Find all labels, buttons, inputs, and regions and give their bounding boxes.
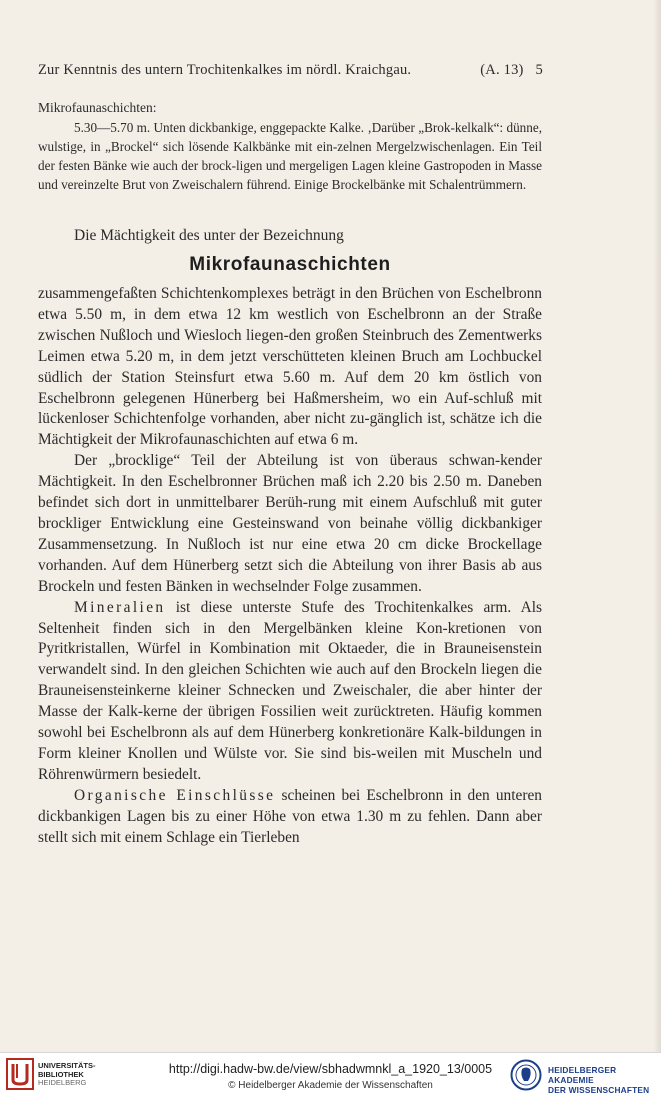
- paragraph-3-text: ist diese unterste Stufe des Trochitenkalkes arm. Als Seltenheit finden sich in den Mergelbänken kleine Kon-kretionen von Pyritkristallen, Würfel in Kombination mit Oktaeder, die in Brauneisenstein verwandelt sind. In den gleichen Schichten wie auch auf den Brockeln liegen die Brauneisensteinkerne kleiner Schnecken und Zweischaler, die aber hinter der Masse der Kalk-kerne der übrigen Fossilien weit zurücktreten. Häufig kommen sowohl bei Eschelbronn als auf dem Hünerberg konkretionäre Kalk-bildungen in Form kleiner Knollen und Wülste vor. Sie sind bis-weilen mit Muscheln und Röhrenwürmern besiedelt.: [38, 598, 542, 783]
- paragraph-2: Der „brocklige“ Teil der Abteilung ist von überaus schwan-kender Mächtigkeit. In den Eschelbronner Brüchen maß ich 2.20 bis 2.50 m. Daneben befindet sich dort in unmittelbarer Berüh-rung mit einem Aufschluß mit guter brockliger Entwicklung eine Gesteinswand von beinahe völlig dickbankiger Zusammensetzung. In Nußloch ist nur eine etwa 20 cm dicke Brockellage vorhanden. Auf dem Hünerberg setzt sich die Abteilung von ihrer Basis ab aus Brockeln und festen Bänken in wechselnder Folge zusammen.: [38, 452, 542, 595]
- intro-line: Die Mächtigkeit des unter der Bezeichnung: [74, 227, 344, 244]
- copyright-notice: © Heidelberger Akademie der Wissenschaften: [228, 1080, 433, 1091]
- spaced-term-mineralien: Mineralien: [74, 598, 166, 616]
- library-name-line-1: UNIVERSITÄTS-: [38, 1061, 96, 1070]
- academy-name-line-2: DER WISSENSCHAFTEN: [548, 1085, 650, 1095]
- page-edge-shadow: [653, 0, 661, 1052]
- spaced-term-organische-einschluesse: Organische Einschlüsse: [74, 786, 276, 804]
- page-number: 5: [535, 62, 543, 78]
- academy-seal-icon[interactable]: [510, 1059, 542, 1091]
- running-title: Zur Kenntnis des untern Trochitenkalkes im nördl. Kraichgau.: [38, 62, 412, 78]
- running-ref-and-page: [480, 62, 543, 79]
- section-reference: (A. 13): [480, 62, 524, 78]
- paragraph-3: [38, 598, 542, 786]
- paragraph-4: [38, 786, 542, 849]
- library-name-line-3: HEIDELBERG: [38, 1078, 87, 1087]
- academy-name-line-1: HEIDELBERGER AKADEMIE: [548, 1065, 617, 1085]
- academy-name: [548, 1065, 661, 1095]
- paragraph-1: zusammengefaßten Schichtenkomplexes beträgt in den Brüchen von Eschelbronn etwa 5.50 m, in dem etwa 12 km westlich von Eschelbronn an der Straße zwischen Nußloch und Wiesloch liegen-den großen Steinbruch des Zementwerks Leimen etwa 5.20 m, in dem jetzt verschütteten kleinen Bruch am Lochbuckel südlich der Station Steinsfurt etwa 5.60 m. Auf dem 20 km östlich von Eschelbronn gelegenen Hünerberg bei Haßmersheim, wo ein Auf-schluß mit lückenloser Schichtenfolge vorhanden, aber nicht zu-gänglich ist, schätze ich die Mächtigkeit der Mikrofaunaschichten auf etwa 6 m.: [38, 285, 542, 449]
- viewer-footer: [0, 1052, 661, 1096]
- paragraph-4-text: scheinen bei Eschelbronn in den unteren dickbankigen Lagen bis zu einer Höhe von etwa 1.30 m zu fehlen. Dann aber stellt sich mit einem Schlage ein Tierleben: [38, 786, 542, 846]
- page-heading: Mikrofaunaschichten: [189, 254, 391, 275]
- section-label: Mikrofaunaschichten:: [38, 100, 157, 115]
- library-name-line-2: BIBLIOTHEK: [38, 1069, 84, 1079]
- body-text: [38, 284, 542, 848]
- document-url-link[interactable]: http://digi.hadw-bw.de/view/sbhadwmnkl_a_1920_13/0005: [168, 1062, 493, 1076]
- small-paragraph-text: 5.30—5.70 m. Unten dickbankige, enggepackte Kalke. ‚Darüber „Brok-kelkalk“: dünne, wulstige, in „Brockel“ sich lösende Kalkbänke mit ein-zelnen Mergelzwischenlagen. Ein Teil der festen Bänke wie auch der brock-ligen und mergeligen Lagen kleine Gastropoden in Masse und vereinzelte Brut von Zweischalern führend. Einige Brockelbänke mit Schalentrümmern.: [38, 120, 543, 192]
- small-paragraph: [38, 118, 542, 194]
- running-head: [38, 62, 543, 79]
